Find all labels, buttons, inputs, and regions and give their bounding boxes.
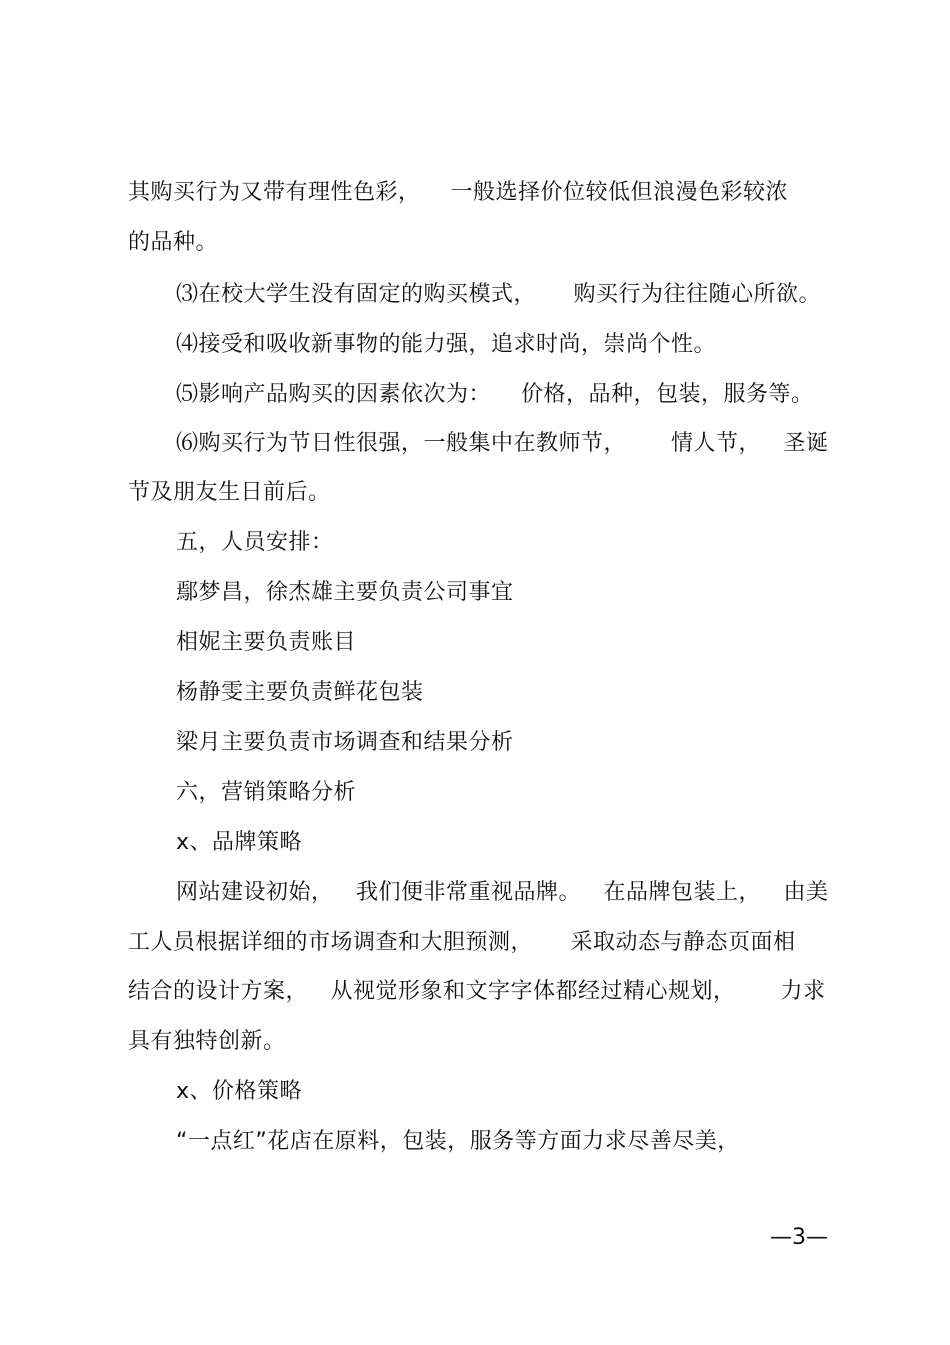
text-line-4: ⑷接受和吸收新事物的能力强，追求时尚，崇尚个性。 <box>176 332 717 357</box>
text-line-12: 梁月主要负责市场调查和结果分析 <box>176 730 514 755</box>
text-line-2: 的品种。 <box>128 230 219 255</box>
section-heading-staff: 五，人员安排： <box>176 530 334 555</box>
text-line-5: ⑸影响产品购买的因素依次为： 价格，品种，包装，服务等。 <box>176 382 814 407</box>
text-line-3: ⑶在校大学生没有固定的购买模式， 购买行为往往随心所欲。 <box>176 282 821 307</box>
text-line-15: 网站建设初始， 我们便非常重视品牌。 在品牌包装上， 由美 <box>176 880 829 905</box>
text-line-11: 杨静雯主要负责鲜花包装 <box>176 680 424 705</box>
text-line-9: 鄢梦昌，徐杰雄主要负责公司事宜 <box>176 580 514 605</box>
text-line-20: “一点红”花店在原料，包装，服务等方面力求尽善尽美， <box>176 1129 740 1154</box>
text-line-6: ⑹购买行为节日性很强，一般集中在教师节， 情人节， 圣诞 <box>176 431 829 456</box>
text-line-17: 结合的设计方案， 从视觉形象和文字字体都经过精心规划， 力求 <box>128 979 826 1004</box>
subheading-price-strategy: x、价格策略 <box>176 1079 303 1104</box>
text-line-1: 其购买行为又带有理性色彩， 一般选择价位较低但浪漫色彩较浓 <box>128 180 788 205</box>
subheading-brand-strategy: x、品牌策略 <box>176 830 303 855</box>
section-heading-marketing: 六，营销策略分析 <box>176 780 357 805</box>
text-line-18: 具有独特创新。 <box>128 1029 286 1054</box>
page-number: —3— <box>770 1225 828 1250</box>
text-line-10: 相妮主要负责账目 <box>176 630 357 655</box>
text-line-7: 节及朋友生日前后。 <box>128 480 331 505</box>
text-line-16: 工人员根据详细的市场调查和大胆预测， 采取动态与静态页面相 <box>128 930 796 955</box>
